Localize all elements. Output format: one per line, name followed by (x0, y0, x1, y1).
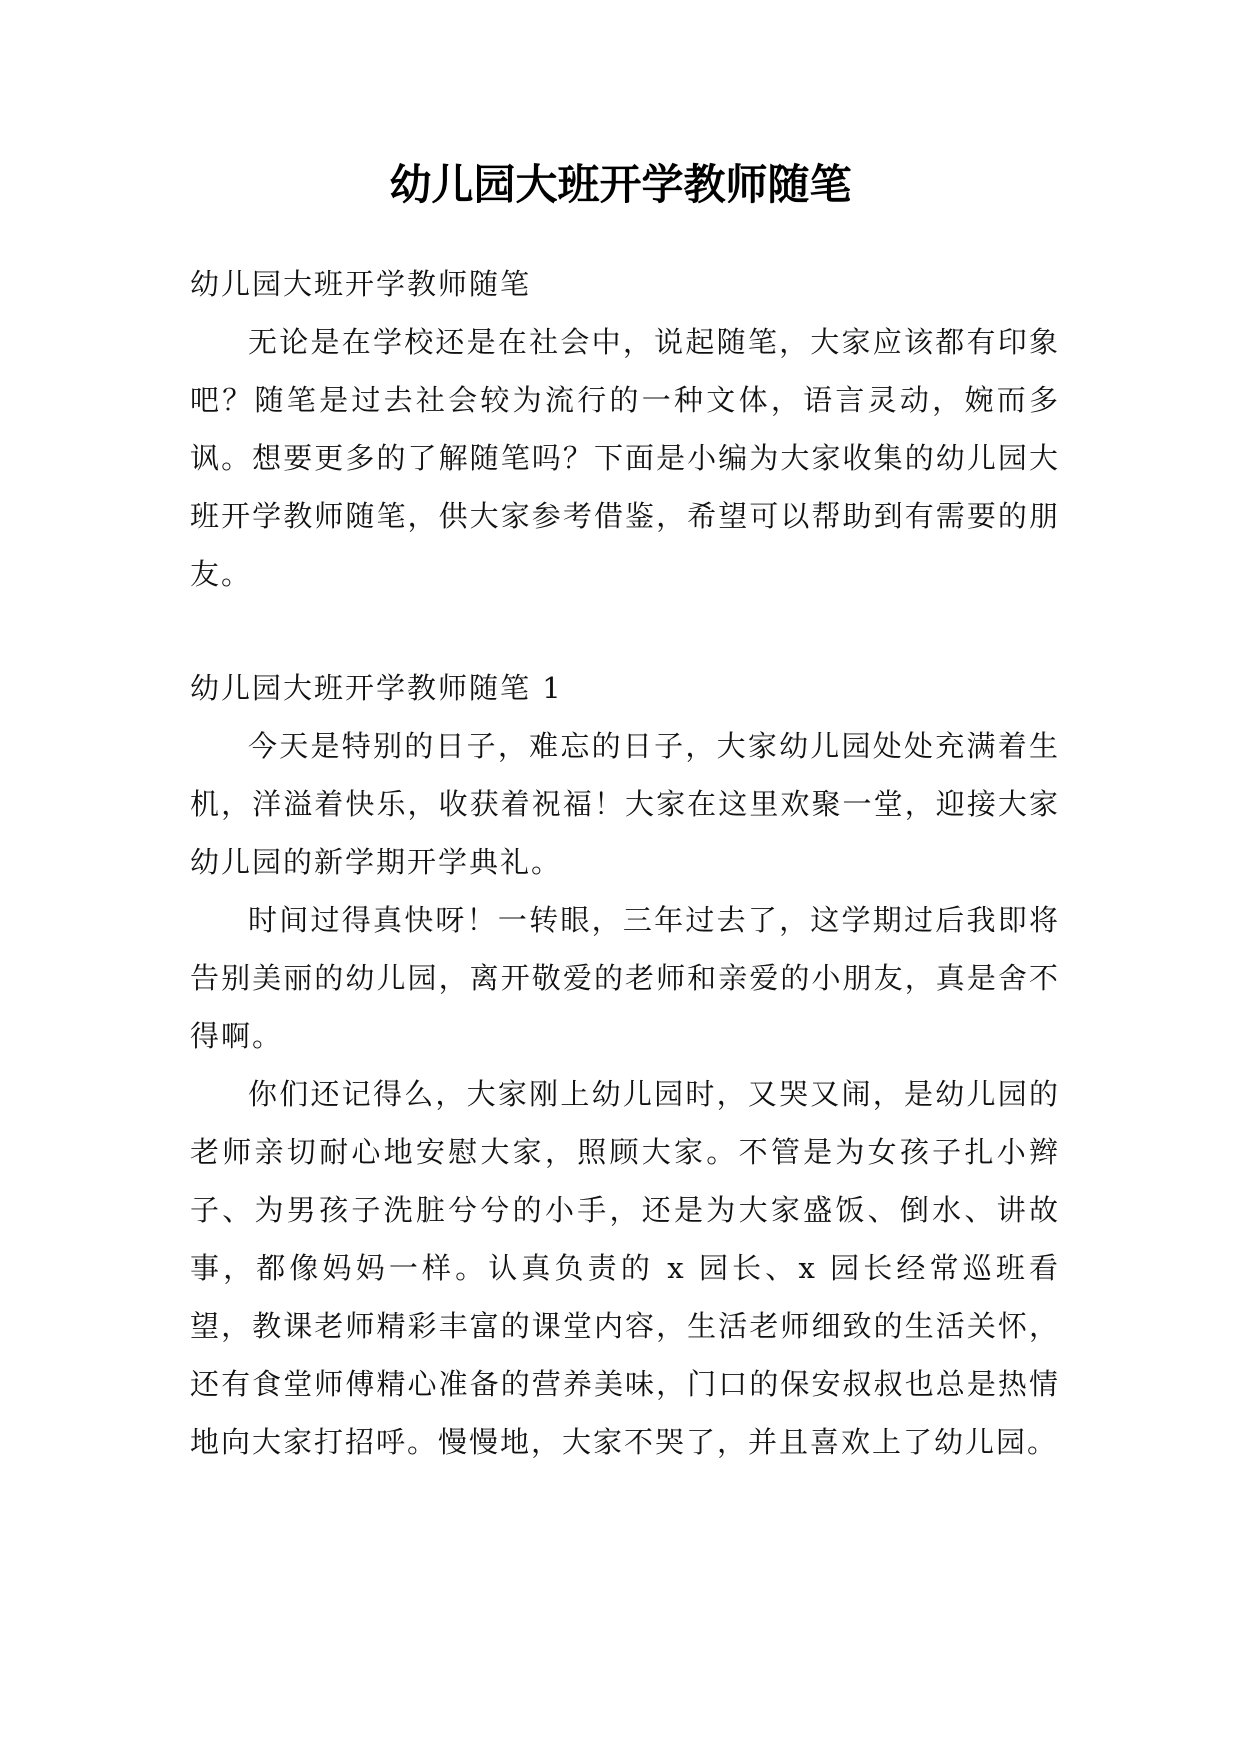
section-1-paragraph-3: 你们还记得么，大家刚上幼儿园时，又哭又闹，是幼儿园的老师亲切耐心地安慰大家，照顾大家。不管是为女孩子扎小辫子、为男孩子洗脏兮兮的小手，还是为大家盛饭、倒水、讲故事，都像妈妈一样。认真负责的 x 园长、x 园长经常巡班看望，教课老师精彩丰富的课堂内容，生活老师细致的生活关怀，还有食堂师傅精心准备的营养美味，门口的保安叔叔也总是热情地向大家打招呼。慢慢地，大家不哭了，并且喜欢上了幼儿园。 (190, 1077, 1060, 1459)
section-1-heading: 幼儿园大班开学教师随笔 1 (190, 671, 563, 705)
document-body (190, 255, 1060, 1471)
section-1-paragraph-1: 今天是特别的日子，难忘的日子，大家幼儿园处处充满着生机，洋溢着快乐，收获着祝福！大家在这里欢聚一堂，迎接大家幼儿园的新学期开学典礼。 (190, 729, 1060, 879)
intro-paragraph: 无论是在学校还是在社会中，说起随笔，大家应该都有印象吧？随笔是过去社会较为流行的一种文体，语言灵动，婉而多讽。想要更多的了解随笔吗？下面是小编为大家收集的幼儿园大班开学教师随笔，供大家参考借鉴，希望可以帮助到有需要的朋友。 (190, 325, 1060, 591)
section-spacer (190, 603, 1060, 659)
section-1-paragraph-2: 时间过得真快呀！一转眼，三年过去了，这学期过后我即将告别美丽的幼儿园，离开敬爱的老师和亲爱的小朋友，真是舍不得啊。 (190, 903, 1060, 1053)
document-title: 幼儿园大班开学教师随笔 (389, 160, 852, 209)
intro-heading: 幼儿园大班开学教师随笔 (190, 267, 532, 301)
